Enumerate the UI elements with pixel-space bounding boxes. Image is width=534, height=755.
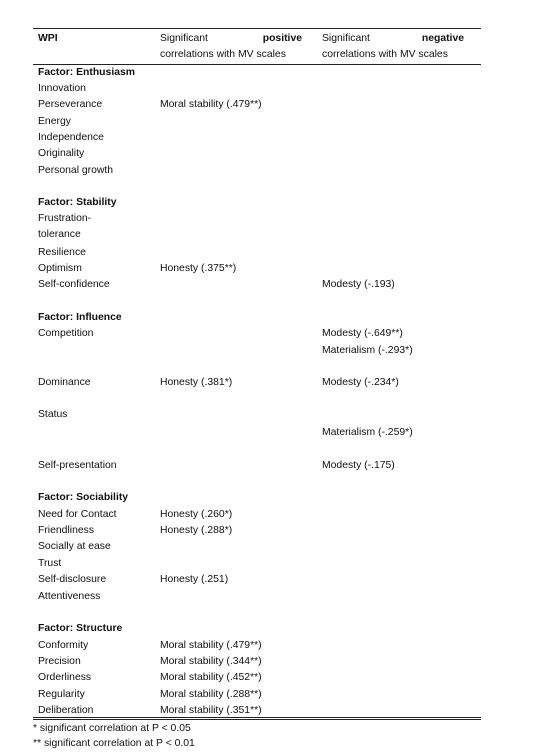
negative-correlation-cell: Modesty (-.193) xyxy=(322,279,395,290)
wpi-scale-label: Personal growth xyxy=(38,165,114,176)
header-positive xyxy=(160,31,302,63)
header-wpi: WPI xyxy=(38,33,58,44)
wpi-scale-label: Originality xyxy=(38,148,85,159)
wpi-scale-label: Perseverance xyxy=(38,99,103,110)
header-negative-line2: correlations with MV scales xyxy=(322,49,448,60)
table-top-rule xyxy=(33,28,481,29)
header-negative xyxy=(322,31,464,63)
positive-correlation-cell: Moral stability (.344**) xyxy=(160,656,262,667)
header-positive-word1: Significant xyxy=(160,33,208,44)
factor-heading: Factor: Influence xyxy=(38,312,122,323)
wpi-scale-label: Conformity xyxy=(38,640,89,651)
positive-correlation-cell: Honesty (.288*) xyxy=(160,525,233,536)
negative-correlation-cell: Materialism (-.259*) xyxy=(322,427,413,438)
positive-correlation-cell: Moral stability (.351**) xyxy=(160,705,262,716)
wpi-scale-label: Need for Contact xyxy=(38,509,117,520)
positive-correlation-cell: Honesty (.251) xyxy=(160,574,229,585)
positive-correlation-cell: Honesty (.381*) xyxy=(160,377,233,388)
positive-correlation-cell: Moral stability (.288**) xyxy=(160,689,262,700)
positive-correlation-cell: Moral stability (.452**) xyxy=(160,672,262,683)
negative-correlation-cell: Modesty (-.234*) xyxy=(322,377,399,388)
wpi-scale-label: Friendliness xyxy=(38,525,95,536)
header-positive-word2: positive xyxy=(262,33,302,44)
wpi-scale-label: Energy xyxy=(38,116,71,127)
header-negative-word1: Significant xyxy=(322,33,370,44)
factor-heading: Factor: Enthusiasm xyxy=(38,67,135,78)
wpi-scale-label: Innovation xyxy=(38,83,86,94)
positive-correlation-cell: Moral stability (.479**) xyxy=(160,640,262,651)
header-positive-line2: correlations with MV scales xyxy=(160,49,286,60)
negative-correlation-cell: Materialism (-.293*) xyxy=(322,345,413,356)
positive-correlation-cell: Honesty (.260*) xyxy=(160,509,233,520)
wpi-scale-label: Attentiveness xyxy=(38,591,101,602)
wpi-scale-label: Independence xyxy=(38,132,104,143)
factor-heading: Factor: Stability xyxy=(38,197,117,208)
wpi-scale-label: Self-presentation xyxy=(38,460,117,471)
wpi-scale-label: Self-disclosure xyxy=(38,574,107,585)
positive-correlation-cell: Honesty (.375**) xyxy=(160,263,237,274)
wpi-scale-label: Self-confidence xyxy=(38,279,110,290)
wpi-scale-label: Trust xyxy=(38,558,62,569)
factor-heading: Factor: Sociability xyxy=(38,492,129,503)
wpi-scale-label: Competition xyxy=(38,328,94,339)
negative-correlation-cell: Modesty (-.649**) xyxy=(322,328,403,339)
wpi-scale-label: Dominance xyxy=(38,377,91,388)
footnote-double-star: ** significant correlation at P < 0.01 xyxy=(33,738,195,749)
footnote-single-star: * significant correlation at P < 0.05 xyxy=(33,723,191,734)
wpi-scale-label: Socially at ease xyxy=(38,541,111,552)
header-bottom-rule xyxy=(33,64,481,65)
positive-correlation-cell: Moral stability (.479**) xyxy=(160,99,262,110)
wpi-scale-label: Resilience xyxy=(38,247,86,258)
table-bottom-rule xyxy=(33,717,481,718)
wpi-scale-label: Optimism xyxy=(38,263,82,274)
wpi-scale-label: Frustration- xyxy=(38,213,92,224)
wpi-scale-label: Status xyxy=(38,409,68,420)
header-negative-word2: negative xyxy=(421,33,464,44)
wpi-scale-label: Precision xyxy=(38,656,81,667)
wpi-scale-label: tolerance xyxy=(38,229,81,240)
negative-correlation-cell: Modesty (-.175) xyxy=(322,460,395,471)
wpi-scale-label: Deliberation xyxy=(38,705,94,716)
factor-heading: Factor: Structure xyxy=(38,623,123,634)
wpi-scale-label: Regularity xyxy=(38,689,85,700)
table-bottom-rule-2 xyxy=(33,719,481,720)
wpi-scale-label: Orderliness xyxy=(38,672,92,683)
